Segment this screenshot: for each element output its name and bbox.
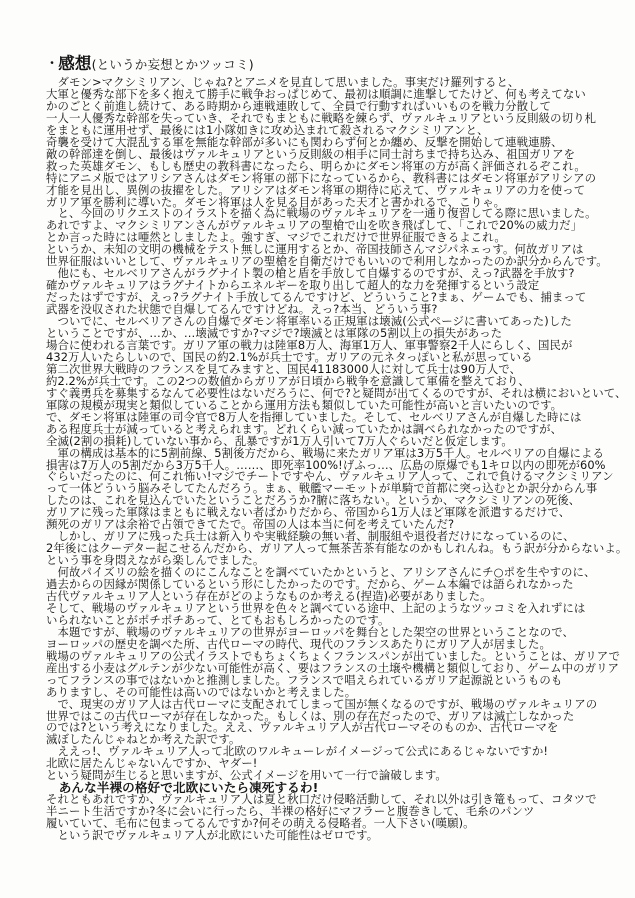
body-text-block bbox=[46, 77, 631, 842]
text-line: ガリアに残った軍隊はまともに戦えない者ばかりだから、帝国から1万人ほど軍隊を派遣するだけで、 bbox=[46, 505, 571, 520]
text-line: をまともに運用せず、最後には1小隊如きに攻め込まれて殺されるマクシミリアンと、 bbox=[46, 122, 489, 137]
text-line: 北欧に居たんじゃないんですか、ヤダー! bbox=[46, 756, 258, 771]
text-line: って一体どういう脳みそしてたんだろう。まぁ、戦艦マーモットが単騎で首都に突っ込むとか訳分からん事 bbox=[46, 481, 598, 496]
text-line: という訳でヴァルキュリア人が北欧にいた可能性はゼロです。 bbox=[46, 828, 379, 843]
text-line: 大軍と優秀な部下を多く抱えて勝手に戦争おっぱじめて、最初は順調に進撃してたけど、何も考えてない bbox=[46, 86, 586, 101]
text-line: と、今回のリクエストのイラストを描く為に戦場のヴァルキュリアを一通り復習してる際に思いました。 bbox=[46, 206, 597, 221]
text-line: ぐらいだったのに、何これ怖い!マジでチートですやん、ヴァルキュリア人って、これで負けるマクシミリアン bbox=[46, 469, 614, 484]
text-line: あんな半裸の格好で北欧にいたら凍死するわ! bbox=[46, 780, 319, 796]
text-line: 敵の幹部達を倒し、最後はヴァルキュリアという反則級の相手に同士討ちまで持ち込み、祖国ガリアを bbox=[46, 146, 576, 161]
text-line: 何故パイズリの絵を描くのにこんなことを調べていたかというと、アリシアさんにチ○ポを生やすのに、 bbox=[46, 565, 596, 580]
text-line: あれですよ、マクシミリアンさんがヴァルキュリアの聖槍で山を吹き飛ばして、「これで20%の威力だ」 bbox=[46, 218, 583, 233]
text-line: 戦場のヴァルキュリアの公式イラストでもちょくちょくフランスパンが出ていました。ということは、ガリアで bbox=[46, 648, 621, 663]
text-line: 損害は7万人の5割だから3万5千人。……、即死率100%!げふっ…、広島の原爆でも1キロ以内の即死が60% bbox=[46, 457, 606, 472]
text-line: 世界ではこの古代ローマが存在しなかった。もしくは、別の存在だったので、ガリアは滅亡しなかった bbox=[46, 708, 575, 723]
heading-tagline: (というか妄想とかツッコミ) bbox=[91, 57, 254, 72]
section-heading bbox=[46, 54, 631, 74]
text-line: ついでに、セルベリアさんの自爆でダモン将軍率いる正規軍は壊滅(公式ページに書いてあった)した bbox=[46, 314, 572, 329]
text-line: いられないことがポチポチあって、とてもおもしろかったのです。 bbox=[46, 612, 390, 627]
text-line: 約2.2%が兵士です。この2つの数値からガリアが日頃から戦争を意識して軍備を整えており、 bbox=[46, 373, 530, 388]
text-line: ダモン>マクシミリアン、じゃね?とアニメを見直して思いました。事実だけ羅列すると、 bbox=[46, 75, 520, 89]
heading-bullet: ・ bbox=[46, 56, 59, 70]
text-line: で、ダモン将軍は陸軍の司令官で8万人を指揮していました。そして、セルベリアさんが自爆した時には bbox=[46, 409, 582, 424]
text-line: そして、戦場のヴァルキュリアという世界を色々と調べている途中、上記のようなツッコミを入れずには bbox=[46, 600, 586, 615]
text-line: ガリア軍を勝利に導いた。ダモン将軍は人を見る目があった天才と書かれるで、こりゃ。 bbox=[46, 194, 506, 209]
text-line: ということですが、…か、…壊滅ですか?マジで?壊滅とは軍隊の5割以上の損失があった bbox=[46, 326, 503, 341]
text-line: 奇襲を受けて大混乱する軍を無能な幹部が多いにも関わらず何とか纏め、反撃を開始して連戦連勝、 bbox=[46, 134, 563, 149]
text-line: 軍の構成は基本的に5割前線、5割後方だから、戦場に来たガリア軍は3万5千人。セルベリアの自爆による bbox=[46, 445, 604, 460]
text-line: 救った英雄ダモン、もしも歴史の教科書になったら、明らかにダモン将軍の方が高く評価されるぞこれ。 bbox=[46, 158, 586, 173]
text-line: 本題ですが、戦場のヴァルキュリアの世界がヨーロッパを舞台とした架空の世界ということなので、 bbox=[46, 624, 575, 639]
text-line: それともあれですか、ヴァルキュリア人は夏と秋口だけ侵略活動して、それ以外は引き篭もって、コタツで bbox=[46, 792, 597, 807]
text-line: 2年後にはクーデター起こせるんだから、ガリア人って無茶苦茶有能なのかもしれんね。もう訳が分からないよ。 bbox=[46, 541, 628, 556]
text-line: 滅ぼしたんじゃねとか考えた訳です。 bbox=[46, 732, 241, 747]
text-line: 432万人いたらしいので、国民の約2.1%が兵士です。ガリアの元ネタっぽいと私が思っている bbox=[46, 349, 533, 364]
text-line: すぐ義勇兵を募集するなんて必要性はないだろうに、何で?と疑問が出てくるのですが、それは横においといて、 bbox=[46, 385, 627, 400]
text-line: という疑問が生じると思いますが、公式イメージを用いて一行で論破します。 bbox=[46, 768, 447, 783]
text-line: のでは?という考えになりました。ええ、ヴァルキュリア人が古代ローマそのものか、古代ローマを bbox=[46, 720, 559, 735]
text-line: とか言った時には唖然としましたよ。強すぎ、マジでこれだけで世界征服できるよこれ。 bbox=[46, 230, 506, 245]
text-line: だったはずですが、えっ?ラグナイト手放してるんですけど、どういうこと?まぁ、ゲームでも、捕まって bbox=[46, 290, 587, 305]
text-line: ある程度兵士が減っていると考えられます。どれくらい減っていたかは調べられなかったのですが、 bbox=[46, 421, 563, 436]
text-line: 産出する小麦はグルテンが少ない可能性が高く、要はフランスの土壌や機構と類似しており、ゲーム中のガリア bbox=[46, 660, 620, 675]
text-line: したのは、これを見込んでいたということだろうか?腑に落ちない。というか、マクシミリアンの死後、 bbox=[46, 493, 581, 508]
text-line: 確かヴァルキュリアはラグナイトからエネルギーを取り出して超人的な力を発揮するという設定 bbox=[46, 278, 540, 293]
text-line: 場合に使われる言葉です。ガリア軍の戦力は陸軍8万人、海軍1万人、軍事警察2千人にらしく、国民が bbox=[46, 337, 573, 352]
text-line: 履いていて、毛布に包まってるんですか?何その萌える侵略者。一人下さい(嘆願)。 bbox=[46, 816, 475, 831]
heading-title: 感想 bbox=[58, 54, 92, 73]
text-line: 全滅(2割の損耗)していない事から、乱暴ですが1万人引いて7万人ぐらいだと仮定します。 bbox=[46, 433, 513, 448]
text-line: 特にアニメ版ではアリシアさんはダモン将軍の部下になっているから、教科書にはダモン将軍がアリシアの bbox=[46, 170, 597, 185]
text-line: ヨーロッパの歴史を調べた所、古代ローマの時代、現代のフランスあたりにガリア人が居ました。 bbox=[46, 636, 552, 651]
text-line: 武器を没収された状態で自爆してるんですけどね。えっ?本当、どういう事? bbox=[46, 302, 438, 317]
text-line: ありますし、その可能性は高いのではないかと考えました。 bbox=[46, 684, 357, 699]
text-line: というか、未知の文明の機械をテスト無しに運用するとか、帝国技師さんマジパネェっす。何故ガリアは bbox=[46, 242, 584, 257]
text-line: 世界征服はいいとして、ヴァルキュリアの聖槍を自衛だけでもいいので利用しなかったのか訳分からんです。 bbox=[46, 254, 608, 269]
text-line: 過去からの因縁が関係しているという形にしたかったのです。だから、ゲーム本編では語られなかった bbox=[46, 577, 574, 592]
text-line: で、現実のガリア人は古代ローマに支配されてしまって国が無くなるのですが、戦場のヴァルキュリアの bbox=[46, 696, 598, 711]
text-line: という事を身悶えながら楽しんでました。 bbox=[46, 553, 265, 568]
text-line: 古代ヴァルキュリア人という存在がどのようなものか考える(捏造)必要がありました。 bbox=[46, 588, 492, 603]
text-line: かのごとく前進し続けて、ある時期から連戦連敗して、全員で行動すればいいものを戦力分散して bbox=[46, 98, 552, 113]
text-line: ええっ!、ヴァルキュリア人って北欧のワルキューレがイメージって公式にあるじゃないですか! bbox=[46, 744, 549, 759]
text-line: 他にも、セルベリアさんがラグナイト製の槍と盾を手放して自爆するのですが、えっ?武器を手放す? bbox=[46, 266, 575, 281]
text-line: 第二次世界大戦時のフランスを見てみますと、国民41183000人に対して兵士は90万人で、 bbox=[46, 361, 522, 376]
text-line: しかし、ガリアに残った兵士は新入りや実戦経験の無い者、制服組や退役者だけになっているのに、 bbox=[46, 529, 575, 544]
text-line: 軍隊の規模が現実と類似していることから運用方法も類似していた可能性が高いと言いたいのです。 bbox=[46, 397, 563, 412]
page-content bbox=[46, 54, 631, 842]
text-line: 一人一人優秀な幹部を失っていき、それでもまともに戦略を練らず、ヴァルキュリアという反則級の切り札 bbox=[46, 110, 597, 125]
text-line: 瀕死のガリアは余裕で占領できてたで。帝国の人は本当に何を考えていたんだ? bbox=[46, 517, 455, 532]
text-line: ってフランスの事ではないかと推測しました。フランスで唱えられているガリア起源説というものも bbox=[46, 672, 563, 687]
text-line: 半ニート生活ですか?冬に会いに行ったら、半裸の格好にマフラーと腹巻きして、毛糸のパンツ bbox=[46, 804, 535, 819]
text-line: 才能を見出し、異例の抜擢をした。アリシアはダモン将軍の期待に応えて、ヴァルキュリアの力を使って bbox=[46, 182, 586, 197]
